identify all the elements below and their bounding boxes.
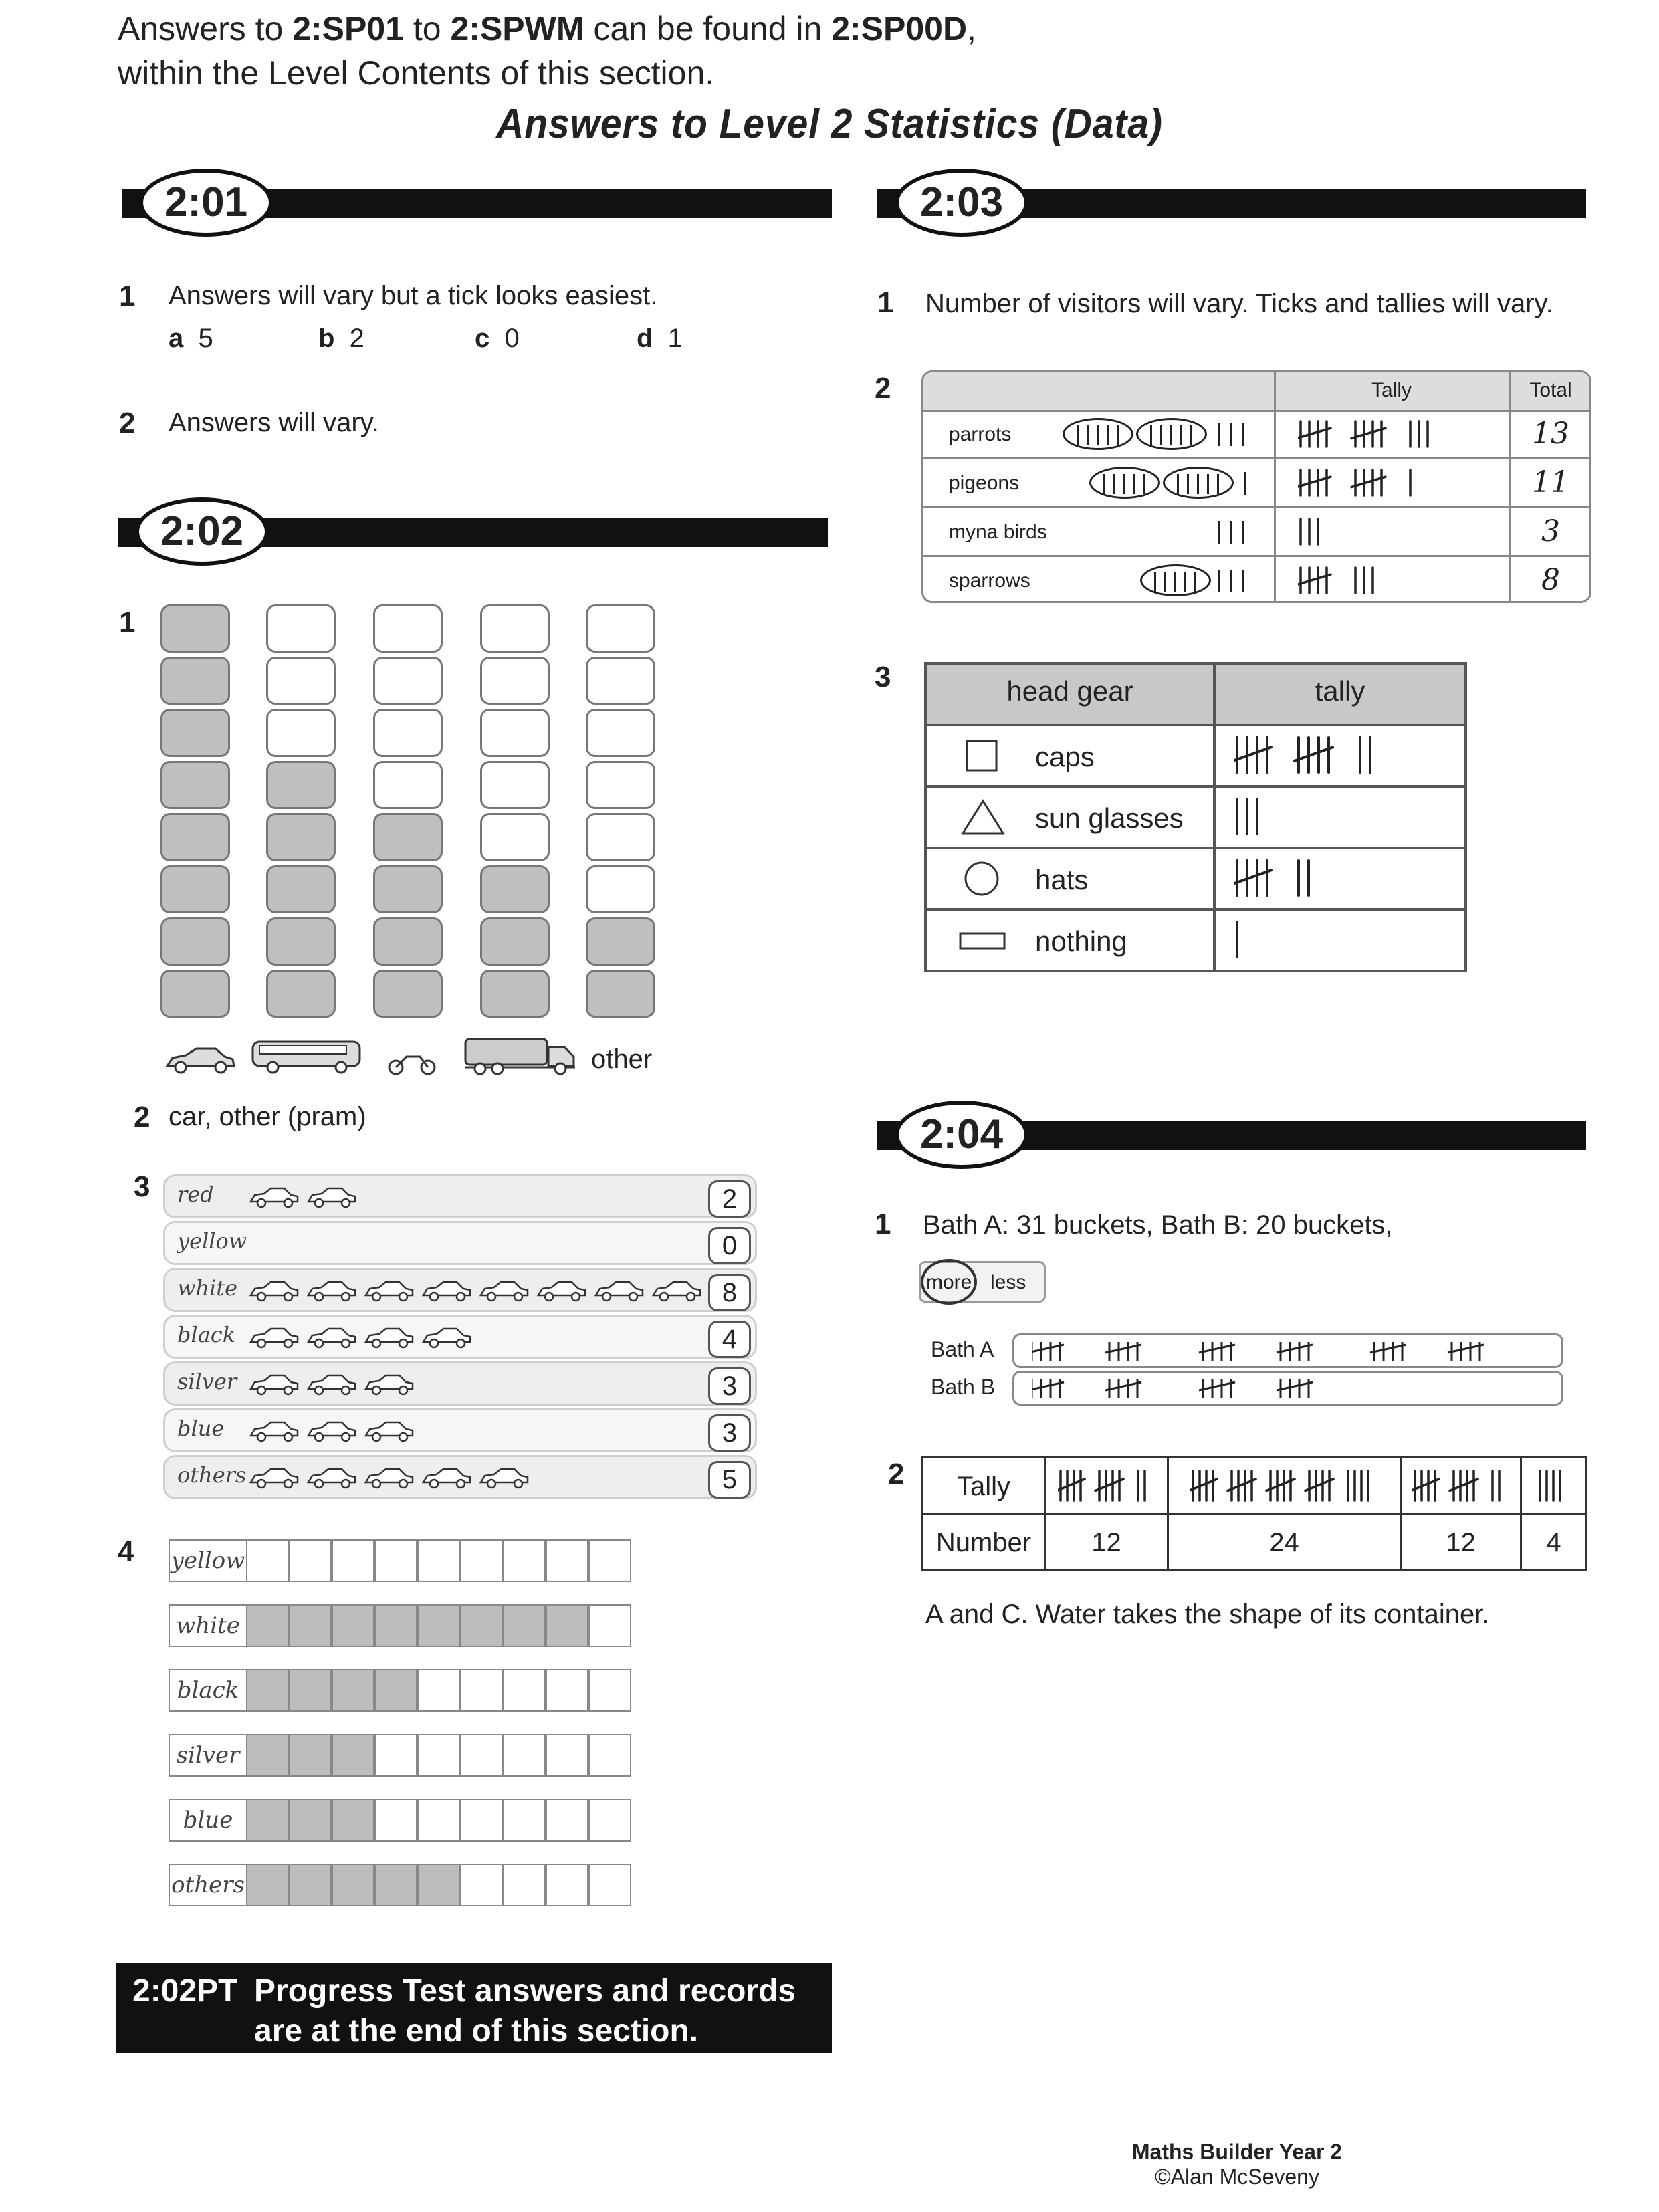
bar-cell-bus [266,865,336,913]
headgear-tally-table [924,662,1467,972]
pictogram-row [163,1174,757,1218]
bar-graph-cell [374,1539,417,1582]
bar-graph-cell [374,1669,417,1712]
bar-cell-motorbike [373,657,443,705]
bar-graph-cell [588,1864,631,1906]
bar-cell-truck [480,917,550,966]
car-icon [421,1279,473,1302]
tally-marks [1298,468,1423,497]
progress-test-code: 2:02PT [132,1973,238,2009]
pictogram-count: 3 [708,1414,751,1452]
bar-graph-cell [588,1539,631,1582]
bath-b-label: Bath B [931,1375,996,1399]
bar-cell-other [586,865,655,913]
chart-category-other: other [591,1044,653,1074]
bucket-tally-table [921,1456,1587,1571]
tally-marks [1298,419,1440,449]
question-text: Bath A: 31 buckets, Bath B: 20 buckets, [923,1210,1393,1240]
number-cell: 12 [1091,1528,1121,1557]
total-cell: 11 [1532,465,1569,500]
number-cell: 4 [1546,1528,1561,1557]
pictogram-count: 0 [708,1227,751,1264]
square-icon [958,736,1008,776]
bar-graph-cell [246,1604,289,1647]
question-text: A and C. Water takes the shape of its container. [925,1599,1490,1629]
car-icon [651,1279,703,1302]
bar-cell-motorbike [373,813,443,861]
tally-cell [1412,1469,1510,1506]
answer-parts: a 5 b 2 c 0 d 1 [169,324,683,353]
bar-graph-cell [332,1539,374,1582]
tally-cell [1298,517,1331,550]
tally-marks [1058,1469,1155,1503]
bird-tally-table [921,370,1591,603]
car-icon [306,1373,358,1396]
bar-graph-label: silver [169,1734,247,1777]
car-icon [248,1420,300,1442]
circled-group [1163,467,1234,499]
car-icon [421,1466,473,1489]
tally-marks [1234,859,1323,897]
more-less-choice [919,1261,1046,1303]
tick-marks [1063,418,1258,451]
bird-name: myna birds [949,521,1047,543]
question-number: 2 [875,372,891,405]
bar-cell-motorbike [373,709,443,757]
question-number: 4 [118,1535,134,1568]
pictogram-label: blue [177,1416,225,1441]
footer-copyright: ©Alan McSeveny [1155,2165,1319,2189]
bar-cell-car [160,813,230,861]
question-number: 2 [134,1101,150,1133]
tally-marks [1190,1469,1379,1503]
headgear-name: caps [1035,741,1095,772]
car-icon [306,1186,358,1208]
bar-graph-row [169,1539,633,1582]
question-text: Answers will vary but a tick looks easiest. [169,281,658,310]
circled-group [1089,467,1160,499]
bar-cell-truck [480,604,550,653]
tally-cell [1537,1469,1571,1506]
question-text: Answers will vary. [169,408,379,437]
bar-graph-cell [374,1864,417,1906]
headgear-name: nothing [1035,925,1127,957]
pictogram-label: white [177,1275,238,1301]
tally-cell [1234,797,1271,839]
bar-cell-bus [266,709,336,757]
section-label-201: 2:01 [139,169,273,237]
pictogram-row [163,1455,757,1499]
bar-graph-cell [246,1669,289,1712]
question-number: 1 [119,280,136,312]
bath-a-label: Bath A [931,1337,994,1361]
bar-graph-cell [289,1734,332,1777]
total-cell: 13 [1532,417,1569,451]
car-icon [593,1279,645,1302]
tally-header: tally [1315,675,1365,707]
more-option: more [926,1271,972,1293]
truck-icon [463,1034,578,1077]
bar-graph-cell [332,1734,374,1777]
headgear-name: sun glasses [1035,802,1184,834]
bar-graph-cell [460,1799,503,1842]
car-icon [536,1279,588,1302]
tally-row-label: Tally [956,1472,1011,1501]
bar-graph-row [169,1734,633,1777]
bar-graph-cell [460,1669,503,1712]
question-number: 3 [875,661,891,693]
bar-graph-cell [546,1864,588,1906]
rectangle-icon [958,920,1008,960]
bar-graph-cell [588,1734,631,1777]
tally-cell [1190,1469,1379,1506]
bar-cell-other [586,970,655,1018]
bar-graph-cell [289,1604,332,1647]
circle-icon [958,859,1008,899]
bar-graph-cell [246,1539,289,1582]
tally-cell [1234,736,1384,778]
question-number: 1 [875,1208,891,1240]
total-cell: 8 [1541,563,1560,597]
bar-cell-truck [480,865,550,913]
bar-graph-cell [503,1734,546,1777]
bar-cell-bus [266,813,336,861]
bar-cell-truck [480,709,550,757]
car-icon [478,1466,530,1489]
car-icon [363,1326,415,1349]
bar-graph-cell [546,1604,588,1647]
pictogram-count: 8 [708,1274,751,1311]
circled-group [1136,418,1207,450]
car-icon [163,1043,237,1074]
bar-cell-other [586,657,655,705]
bar-graph-label: others [169,1864,247,1906]
total-header: Total [1529,379,1572,401]
tally-header: Tally [1371,379,1412,401]
bar-cell-car [160,970,230,1018]
less-option: less [990,1271,1026,1293]
tally-marks [1234,797,1271,836]
headgear-header: head gear [1006,675,1133,707]
bar-graph-cell [588,1669,631,1712]
car-icon [478,1279,530,1302]
bar-graph-cell [503,1864,546,1906]
question-number: 2 [119,407,136,439]
tally-cell [1298,419,1440,452]
bar-graph-cell [417,1864,460,1906]
bar-graph-cell [374,1734,417,1777]
bar-cell-motorbike [373,604,443,653]
tick-marks [1218,516,1258,549]
bar-graph-row [169,1864,633,1906]
bar-graph-cell [546,1734,588,1777]
bird-name: pigeons [949,472,1020,494]
bar-cell-other [586,761,655,809]
bar-graph-cell [289,1799,332,1842]
tally-cell [1058,1469,1155,1506]
footer-title: Maths Builder Year 2 [1131,2140,1343,2164]
bar-graph-cell [546,1669,588,1712]
headgear-name: hats [1035,864,1089,895]
car-icon [306,1420,358,1442]
bar-cell-bus [266,604,336,653]
bar-cell-car [160,865,230,913]
question-number: 2 [888,1458,905,1490]
bar-graph-cell [588,1799,631,1842]
bar-graph-cell [588,1604,631,1647]
tally-marks [1234,736,1384,774]
question-number: 1 [877,286,894,319]
car-icon [363,1466,415,1489]
bar-graph-label: white [169,1604,247,1647]
bar-cell-car [160,604,230,653]
bar-cell-motorbike [373,917,443,966]
bar-graph-cell [289,1539,332,1582]
section-label-202: 2:02 [135,497,269,566]
bar-graph-row [169,1669,633,1712]
number-cell: 24 [1269,1528,1299,1557]
pictogram-row [163,1361,757,1406]
pictogram-count: 4 [708,1321,751,1358]
car-icon [306,1326,358,1349]
car-icon [363,1279,415,1302]
pictogram-count: 2 [708,1180,751,1218]
tally-marks [1298,566,1386,595]
bar-cell-motorbike [373,970,443,1018]
bath-a-tally-strip [1012,1333,1563,1368]
bar-graph-cell [417,1669,460,1712]
car-icon [248,1279,300,1302]
pictogram-count: 3 [708,1367,751,1405]
bar-graph-cell [503,1799,546,1842]
progress-test-line2: are at the end of this section. [254,2013,699,2049]
tally-marks [1234,920,1251,959]
car-icon [248,1186,300,1208]
tally-marks [1032,1339,1560,1363]
pictogram-label: black [177,1322,236,1347]
bar-cell-bus [266,917,336,966]
bar-graph-cell [246,1864,289,1906]
progress-test-line1: Progress Test answers and records [254,1973,796,2009]
tally-marks [1032,1339,1560,1367]
bar-cell-motorbike [373,865,443,913]
bar-cell-bus [266,970,336,1018]
car-icon [248,1466,300,1489]
bar-cell-bus [266,657,336,705]
intro-text: Answers to 2:SP01 to 2:SPWM can be found in 2:SP00D, within the Level Contents of this section. [118,10,977,92]
tally-cell [1298,566,1386,598]
bar-graph-cell [332,1669,374,1712]
car-icon [248,1326,300,1349]
bar-graph-cell [332,1604,374,1647]
bar-graph-cell [289,1669,332,1712]
motorbike-icon [386,1048,437,1075]
bar-cell-car [160,917,230,966]
bar-graph-label: blue [169,1799,247,1842]
car-icon [363,1373,415,1396]
total-cell: 3 [1541,514,1560,548]
bird-name: sparrows [949,570,1030,592]
bar-graph-cell [417,1539,460,1582]
bar-graph-cell [417,1799,460,1842]
bar-cell-other [586,813,655,861]
triangle-icon [958,797,1008,837]
bar-cell-car [160,761,230,809]
pictogram-row [163,1221,757,1265]
bar-graph-cell [546,1539,588,1582]
tick-marks [1089,467,1258,500]
bar-cell-truck [480,657,550,705]
car-icon [306,1466,358,1489]
bar-graph-cell [460,1864,503,1906]
bar-cell-other [586,604,655,653]
tally-cell [1234,859,1323,901]
circled-group [1140,564,1211,596]
bar-graph-cell [374,1604,417,1647]
bar-cell-car [160,709,230,757]
pictogram-count: 5 [708,1461,751,1499]
tally-cell [1298,468,1423,501]
bar-graph-cell [503,1604,546,1647]
tally-marks [1412,1469,1510,1503]
section-label-204: 2:04 [895,1101,1028,1169]
page-title: Answers to Level 2 Statistics (Data) [496,101,1163,147]
bar-cell-truck [480,813,550,861]
bar-cell-other [586,917,655,966]
bar-graph-cell [246,1799,289,1842]
tally-marks [1032,1377,1560,1404]
bar-cell-other [586,709,655,757]
bar-graph-cell [460,1604,503,1647]
bar-graph-cell [417,1734,460,1777]
bar-graph-cell [503,1539,546,1582]
tally-marks [1537,1469,1571,1503]
bar-graph-cell [460,1734,503,1777]
bar-graph-cell [503,1669,546,1712]
footer [1070,2140,1404,2189]
bar-graph-cell [460,1539,503,1582]
bar-graph-cell [332,1864,374,1906]
vehicle-bar-chart [160,604,682,1032]
bar-graph-cell [332,1799,374,1842]
bar-graph-cell [546,1799,588,1842]
pictogram-label: yellow [177,1228,247,1254]
bar-graph-row [169,1799,633,1842]
tally-marks [1298,517,1331,546]
progress-test-note [116,1963,832,2053]
car-icon [306,1279,358,1302]
question-text: Number of visitors will vary. Ticks and tallies will vary. [925,289,1553,318]
tally-marks [1032,1377,1560,1401]
number-row-label: Number [935,1528,1032,1557]
pictogram-label: red [177,1182,214,1207]
number-cell: 12 [1446,1528,1476,1557]
circled-group [1063,418,1133,450]
bar-graph-row [169,1604,633,1647]
bar-graph-cell [417,1604,460,1647]
car-icon [248,1373,300,1396]
question-number: 3 [134,1170,150,1203]
pictogram-label: others [177,1462,247,1488]
bus-icon [250,1038,364,1075]
pictogram-row [163,1268,757,1312]
pictogram-row [163,1315,757,1359]
bar-cell-motorbike [373,761,443,809]
bar-graph-label: black [169,1669,247,1712]
pictogram-row [163,1408,757,1452]
bar-graph-cell [374,1799,417,1842]
section-label-203: 2:03 [895,169,1028,237]
question-number: 1 [119,606,136,639]
bar-cell-truck [480,761,550,809]
car-icon [421,1326,473,1349]
bird-name: parrots [949,423,1012,445]
question-text: car, other (pram) [169,1102,366,1131]
bar-graph-cell [289,1864,332,1906]
bar-graph-label: yellow [169,1539,247,1582]
bar-cell-bus [266,761,336,809]
car-icon [363,1420,415,1442]
tally-cell [1234,920,1251,962]
bar-cell-car [160,657,230,705]
tick-marks [1140,564,1258,598]
pictogram-label: silver [177,1369,237,1394]
bath-b-tally-strip [1012,1371,1563,1406]
bar-graph-cell [246,1734,289,1777]
bar-cell-truck [480,970,550,1018]
